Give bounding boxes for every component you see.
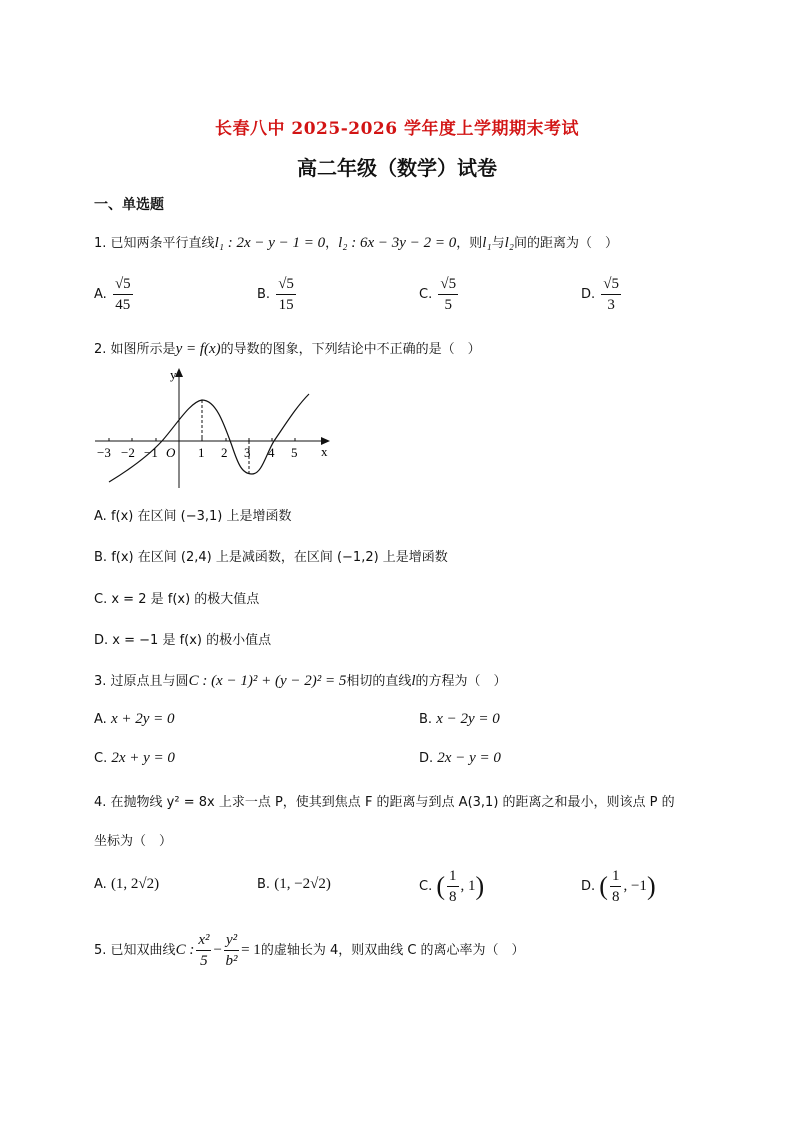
option-text: x + 2y = 0 bbox=[110, 711, 175, 727]
question-text: 的方程为（ ） bbox=[415, 674, 507, 689]
question-text: 已知双曲线 bbox=[110, 943, 176, 958]
option-text: , 1 bbox=[460, 878, 476, 894]
q2-option-d[interactable] bbox=[94, 629, 271, 648]
option-text: x − 2y = 0 bbox=[436, 711, 500, 727]
fraction bbox=[447, 866, 459, 907]
question-text: 与 bbox=[491, 236, 505, 251]
q2-option-b[interactable] bbox=[94, 546, 448, 565]
derivative-curve bbox=[109, 394, 309, 482]
q3-option-c[interactable] bbox=[94, 750, 175, 767]
fraction bbox=[113, 274, 133, 315]
question-5 bbox=[94, 930, 525, 971]
q4-option-d[interactable]: D. ( $\frac{1}{8}$ , −1) bbox=[581, 868, 656, 905]
question-text: 在抛物线 y² = 8x 上求一点 P，使其到焦点 F 的距离与到点 A(3,1) 的距离之和最小，则该点 P 的 bbox=[110, 795, 675, 810]
line-l1: l₁ bbox=[482, 235, 492, 251]
q1-option-b[interactable] bbox=[257, 274, 298, 315]
question-4-continued bbox=[94, 830, 172, 849]
fraction bbox=[276, 274, 296, 315]
question-text: ，则 bbox=[456, 236, 483, 251]
option-label: A. bbox=[94, 509, 107, 524]
line-l1-equation: l₁ : 2x − y − 1 = 0 bbox=[214, 235, 326, 251]
y-axis-label: y bbox=[170, 367, 177, 382]
denominator: 8 bbox=[611, 889, 620, 905]
option-label: D. bbox=[581, 879, 596, 894]
numerator: √5 bbox=[276, 274, 296, 295]
option-label: C. bbox=[419, 879, 433, 894]
question-text: 坐标为（ ） bbox=[94, 834, 173, 849]
denominator: 3 bbox=[607, 297, 615, 313]
tick-label: 4 bbox=[268, 445, 275, 460]
question-text: 相切的直线 bbox=[346, 674, 412, 689]
option-text: , −1 bbox=[623, 878, 647, 894]
tick-label: −2 bbox=[121, 445, 135, 460]
numerator: 1 bbox=[447, 866, 459, 887]
question-number: 5. bbox=[94, 943, 107, 958]
option-text: f(x) 在区间 (2,4) 上是减函数，在区间 (−1,2) 上是增函数 bbox=[111, 550, 448, 565]
option-label: B. bbox=[257, 287, 271, 302]
option-text: x = 2 是 f(x) 的极大值点 bbox=[111, 592, 260, 607]
option-text: (1, −2√2) bbox=[274, 876, 331, 892]
denominator: 8 bbox=[449, 889, 457, 905]
separator: ， bbox=[325, 236, 339, 251]
line-l2: l₂ bbox=[504, 235, 515, 251]
q4-option-b[interactable] bbox=[257, 876, 331, 893]
question-number: 3. bbox=[94, 674, 107, 689]
question-4 bbox=[94, 791, 675, 810]
tick-label: 1 bbox=[198, 445, 205, 460]
circle-equation: C : (x − 1)² + (y − 2)² = 5 bbox=[188, 673, 347, 689]
question-text: 如图所示是 bbox=[110, 342, 176, 357]
option-label: A. bbox=[94, 287, 107, 302]
q1-option-c[interactable] bbox=[419, 274, 460, 315]
option-label: C. bbox=[94, 592, 108, 607]
fraction bbox=[224, 930, 239, 971]
q2-option-c[interactable] bbox=[94, 588, 259, 607]
denominator: b² bbox=[225, 953, 238, 969]
denominator: 15 bbox=[278, 297, 294, 313]
numerator: y² bbox=[224, 930, 239, 951]
option-label: A. bbox=[94, 712, 107, 727]
option-text: x = −1 是 f(x) 的极小值点 bbox=[112, 633, 272, 648]
option-label: D. bbox=[94, 633, 109, 648]
question-number: 1. bbox=[94, 236, 107, 251]
q4-option-a[interactable] bbox=[94, 876, 159, 893]
numerator: 1 bbox=[610, 866, 622, 887]
exam-school-title: 长春八中 2025-2026 学年度上学期期末考试 bbox=[214, 119, 580, 139]
tick-label: −1 bbox=[144, 445, 158, 460]
question-number: 2. bbox=[94, 342, 107, 357]
question-3 bbox=[94, 670, 507, 690]
fraction bbox=[438, 274, 458, 315]
function-expression: y = f(x) bbox=[175, 341, 221, 357]
option-label: C. bbox=[419, 287, 433, 302]
question-text: 已知两条平行直线 bbox=[110, 236, 215, 251]
q2-option-a[interactable] bbox=[94, 505, 291, 524]
line-l2-equation: l₂ : 6x − 3y − 2 = 0 bbox=[338, 235, 457, 251]
denominator: 5 bbox=[444, 297, 452, 313]
question-text: 的导数的图象，下列结论中不正确的是（ ） bbox=[220, 342, 481, 357]
q1-option-a[interactable] bbox=[94, 274, 135, 315]
tick-label: 3 bbox=[244, 445, 251, 460]
numerator: √5 bbox=[438, 274, 458, 295]
exam-grade-title: 高二年级（数学）试卷 bbox=[297, 156, 497, 180]
tick-label: −3 bbox=[97, 445, 111, 460]
fraction bbox=[610, 866, 622, 907]
fraction bbox=[601, 274, 621, 315]
option-label: B. bbox=[257, 877, 271, 892]
line-l: l bbox=[411, 673, 416, 689]
derivative-graph bbox=[92, 364, 342, 492]
tick-label: 5 bbox=[291, 445, 298, 460]
numerator: x² bbox=[196, 930, 211, 951]
option-text: (1, 2√2) bbox=[110, 876, 160, 892]
operator: − bbox=[213, 942, 222, 958]
option-label: D. bbox=[419, 751, 434, 766]
q3-option-a[interactable] bbox=[94, 711, 175, 728]
x-axis-label: x bbox=[321, 444, 328, 459]
denominator: 5 bbox=[200, 953, 208, 969]
question-number: 4. bbox=[94, 795, 107, 810]
question-1 bbox=[94, 232, 618, 252]
denominator: 45 bbox=[115, 297, 131, 313]
option-label: D. bbox=[581, 287, 596, 302]
origin-label: O bbox=[166, 445, 176, 460]
option-text: 2x + y = 0 bbox=[111, 750, 175, 766]
option-label: B. bbox=[94, 550, 108, 565]
question-2 bbox=[94, 338, 481, 358]
numerator: √5 bbox=[113, 274, 133, 295]
section-title: 一、单选题 bbox=[94, 197, 164, 213]
numerator: √5 bbox=[601, 274, 621, 295]
question-text: 过原点且与圆 bbox=[110, 674, 189, 689]
option-label: C. bbox=[94, 751, 108, 766]
question-text: 的虚轴长为 4，则双曲线 C 的离心率为（ ） bbox=[260, 943, 525, 958]
hyperbola-prefix: C : bbox=[175, 942, 195, 958]
tick-label: 2 bbox=[221, 445, 228, 460]
option-label: A. bbox=[94, 877, 107, 892]
q4-option-c[interactable]: C. ( $\frac{1}{8}$ , 1) bbox=[419, 868, 485, 905]
option-text: 2x − y = 0 bbox=[437, 750, 501, 766]
equals: = 1 bbox=[241, 942, 261, 958]
fraction bbox=[196, 930, 211, 971]
q3-option-d[interactable] bbox=[419, 750, 501, 767]
question-text: 间的距离为（ ） bbox=[514, 236, 619, 251]
q1-option-d[interactable] bbox=[581, 274, 623, 315]
q3-option-b[interactable] bbox=[419, 711, 500, 728]
option-text: f(x) 在区间 (−3,1) 上是增函数 bbox=[110, 509, 292, 524]
option-label: B. bbox=[419, 712, 433, 727]
